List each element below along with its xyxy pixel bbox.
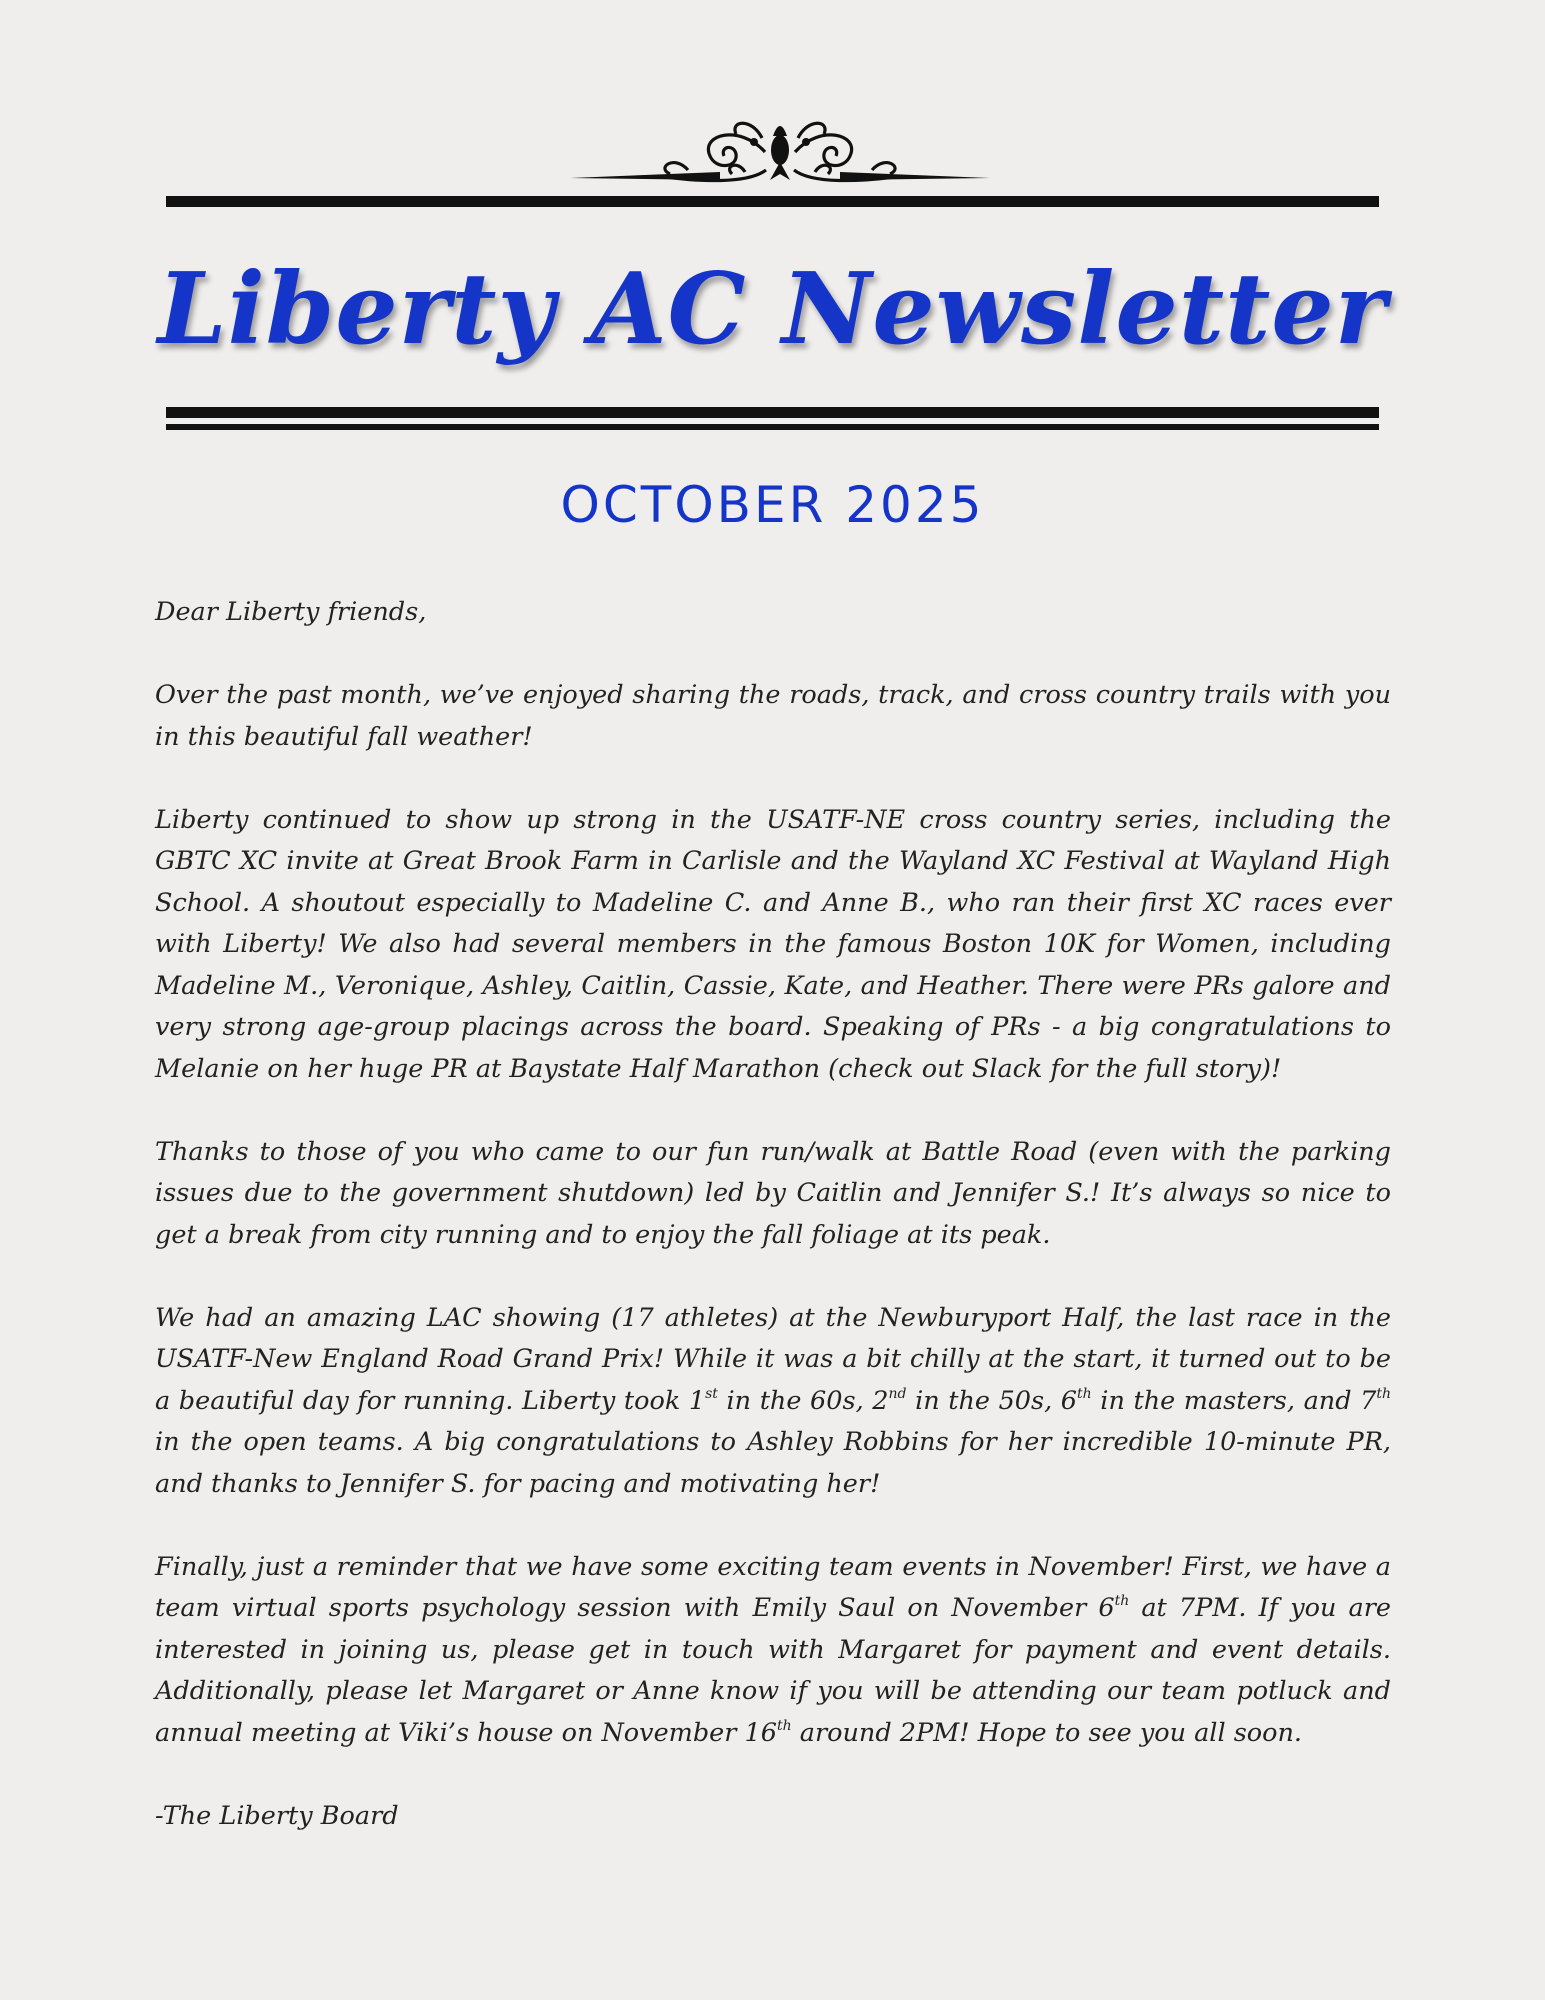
newsletter-masthead: Liberty AC Newsletter (157, 252, 1388, 367)
masthead-top-rule (166, 196, 1379, 207)
paragraph-newburyport: We had an amazing LAC showing (17 athletes) at the Newburyport Half, the last race in the USATF-New England Road Grand Prix! While it was a bit chilly at the start, it turned out to be a beautiful day for running. Liberty took 1st in the 60s, 2nd in the 50s, 6th in the masters, and 7th in the open teams. A big congratulations to Ashley Robbins for her incredible 10-minute PR, and thanks to Jennifer S. for pacing and motivating her! (155, 1302, 1391, 1499)
signoff: -The Liberty Board (155, 1800, 399, 1831)
letter-body (155, 592, 1391, 1879)
issue-date: OCTOBER 2025 (560, 476, 985, 534)
paragraph-battle-road: Thanks to those of you who came to our fun run/walk at Battle Road (even with the parking issues due to the government shutdown) led by Caitlin and Jennifer S.! It’s always so nice to get a break from city running and to enjoy the fall foliage at its peak. (155, 1136, 1391, 1250)
masthead-bottom-rule-thick (166, 407, 1379, 418)
paragraph-november-events: Finally, just a reminder that we have some exciting team events in November! First, we have a team virtual sports psychology session with Emily Saul on November 6th at 7PM. If you are interested in joining us, please get in touch with Margaret for payment and event details. Additionally, please let Margaret or Anne know if you will be attending our team potluck and annual meeting at Viki’s house on November 16th around 2PM! Hope to see you all soon. (155, 1551, 1391, 1748)
greeting: Dear Liberty friends, (155, 597, 427, 627)
paragraph-cross-country: Liberty continued to show up strong in the USATF-NE cross country series, including the GBTC XC invite at Great Brook Farm in Carlisle and the Wayland XC Festival at Wayland High School. A shoutout especially to Madeline C. and Anne B., who ran their first XC races ever with Liberty! We also had several members in the famous Boston 10K for Women, including Madeline M., Veronique, Ashley, Caitlin, Cassie, Kate, and Heather. There were PRs galore and very strong age-group placings across the board. Speaking of PRs - a big congratulations to Melanie on her huge PR at Baystate Half Marathon (check out Slack for the full story)! (155, 804, 1391, 1084)
masthead-bottom-rule-thin (166, 424, 1379, 430)
paragraph-fall-weather: Over the past month, we’ve enjoyed sharing the roads, track, and cross country trails with you in this beautiful fall weather! (155, 680, 1391, 752)
scroll-flourish-ornament-icon (570, 112, 990, 192)
